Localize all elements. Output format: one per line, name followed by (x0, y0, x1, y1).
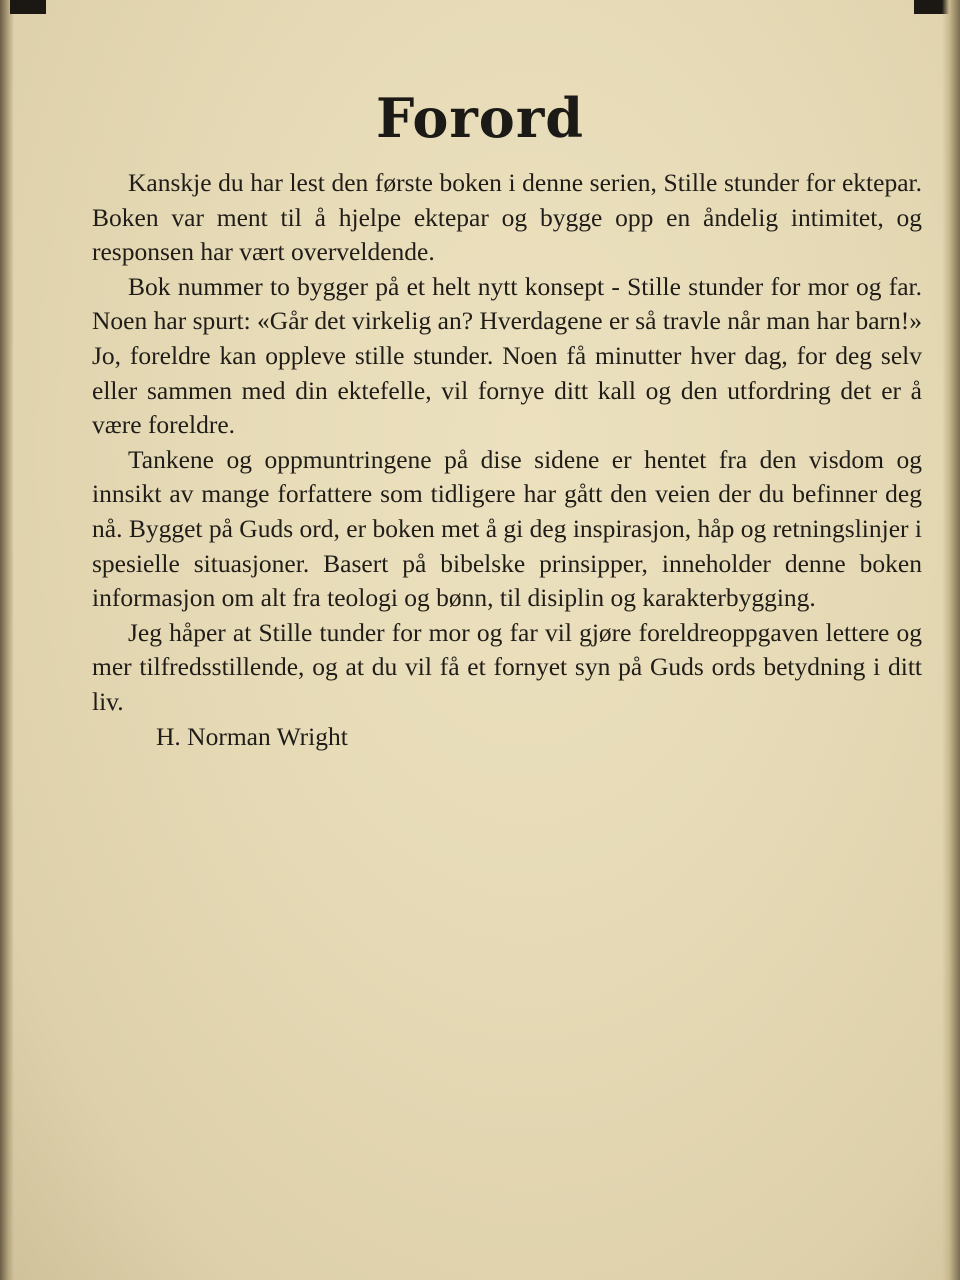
foreword-body (92, 166, 922, 754)
page-corner-shadow-left (10, 0, 46, 14)
author-signature: H. Norman Wright (156, 721, 348, 751)
page-title: Forord (375, 86, 585, 150)
paragraph-1: Kanskje du har lest den første boken i denne serien, Stille stunder for ektepar. Boken var ment til å hjelpe ektepar og bygge opp en åndelig intimitet, og responsen har vært overveldende. (92, 168, 922, 267)
paragraph-4: Jeg håper at Stille tunder for mor og far vil gjøre foreldreoppgaven lettere og mer tilfredsstillende, og at du vil få et fornyet syn på Guds ords betydning i ditt liv. (92, 617, 922, 716)
paragraph-2: Bok nummer to bygger på et helt nytt konsept - Stille stunder for mor og far. Noen har spurt: «Går det virkelig an? Hverdagene er så travle når man har barn!» Jo, foreldre kan oppleve stille stunder. Noen få minutter hver dag, for deg selv eller sammen med din ektefelle, vil fornye ditt kall og den utfordring det er å være foreldre. (92, 271, 922, 440)
paragraph-3: Tankene og oppmuntringene på dise sidene er hentet fra den visdom og innsikt av mange forfattere som tidligere har gått den veien der du befinner deg nå. Bygget på Guds ord, er boken met å gi deg inspirasjon, håp og retningslinjer i spesielle situasjoner. Basert på bibelske prinsipper, inneholder denne boken informasjon om alt fra teologi og bønn, til disiplin og karakterbygging. (92, 444, 922, 613)
page-corner-shadow-right (914, 0, 952, 14)
